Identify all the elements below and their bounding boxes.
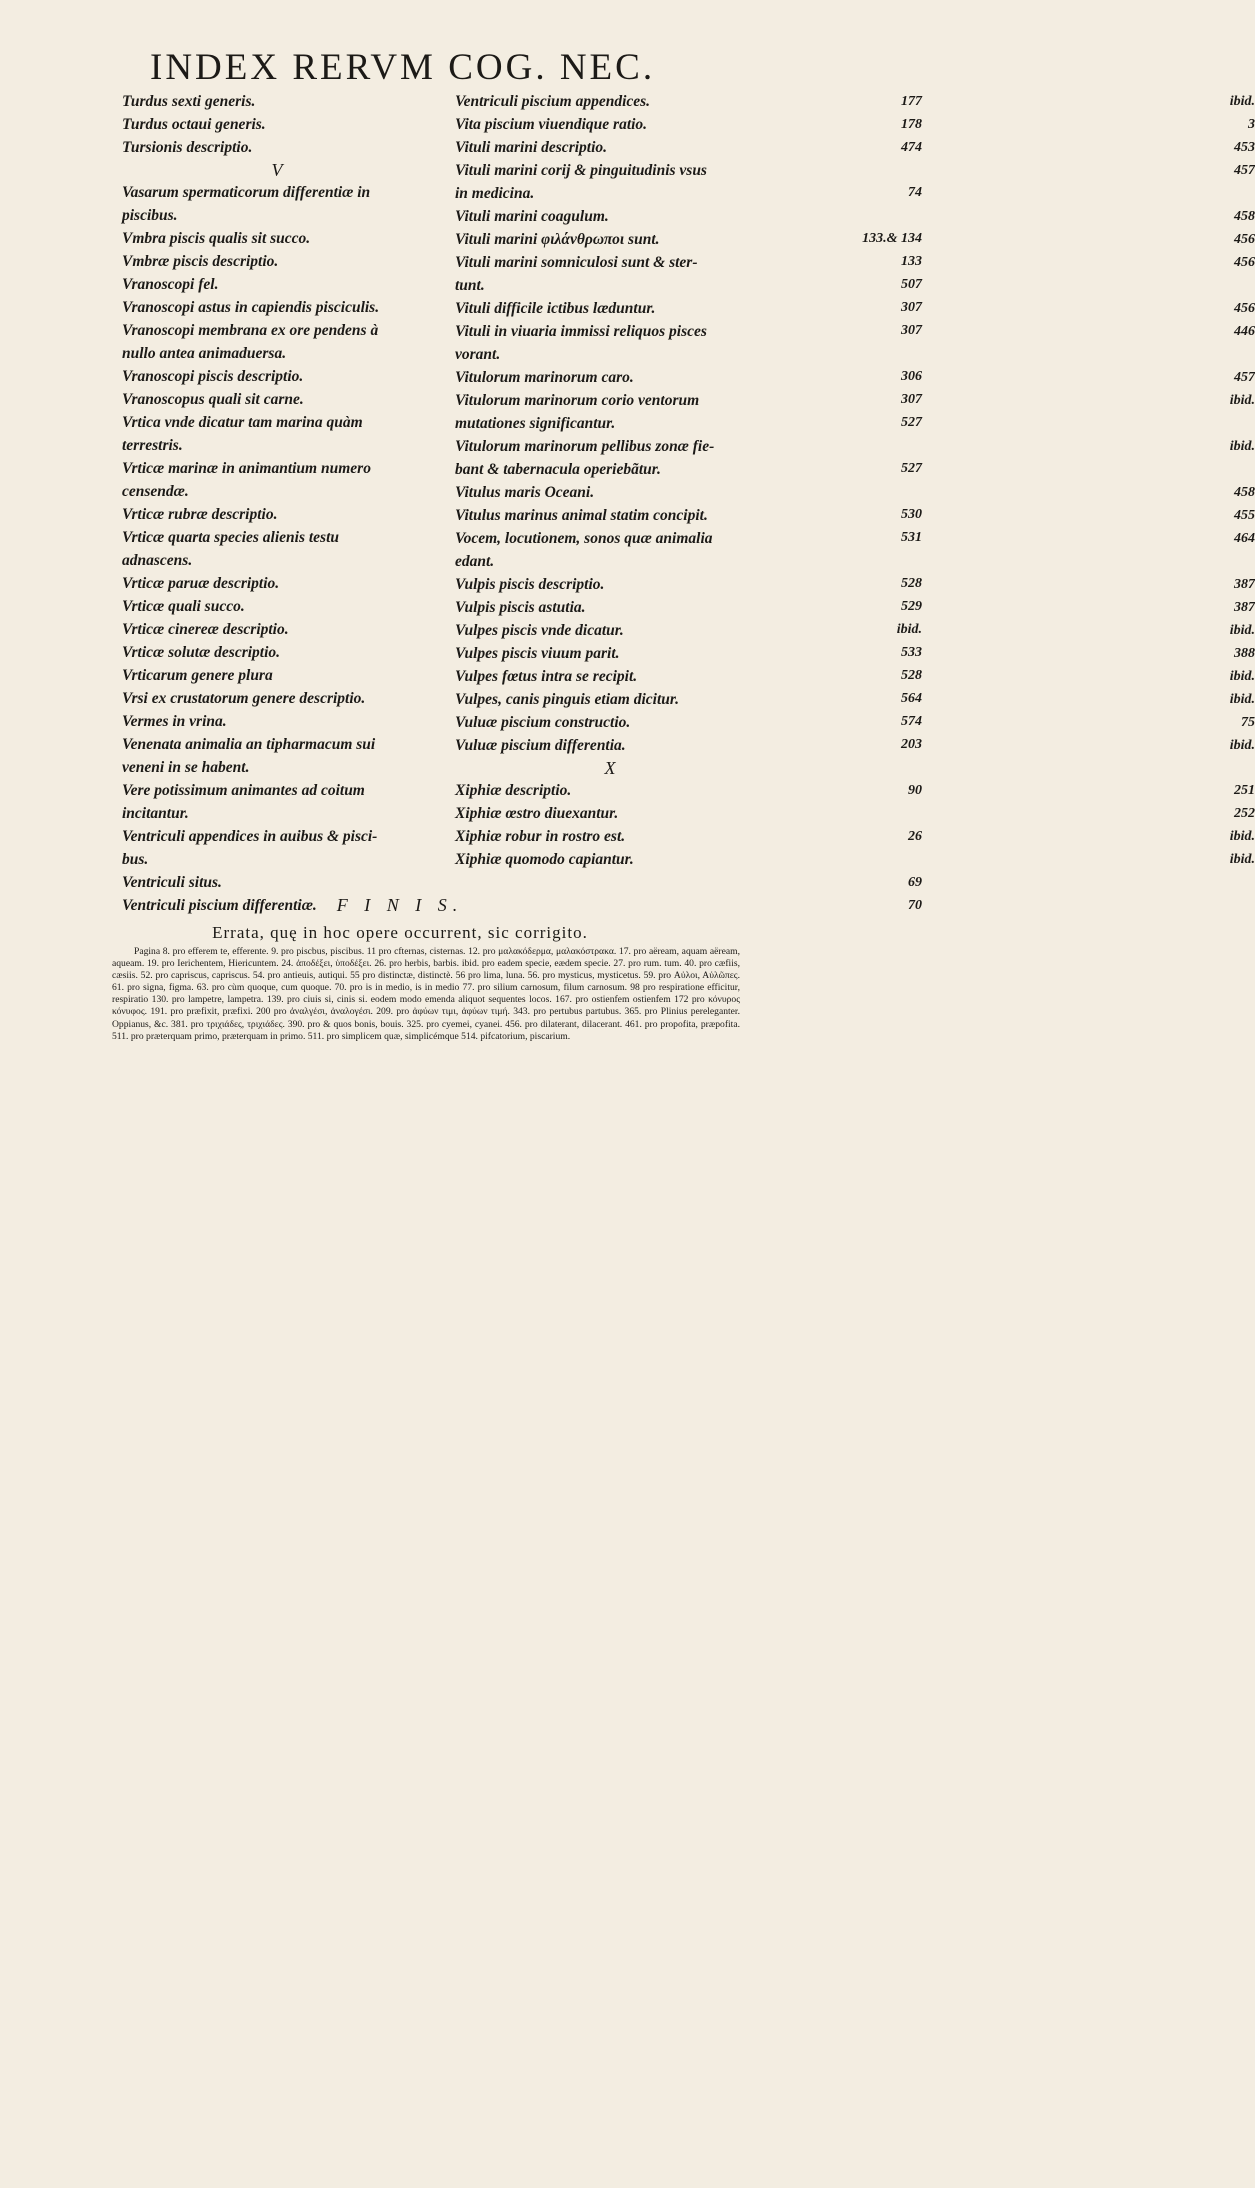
index-entry-page: 69 — [908, 875, 922, 890]
index-entry-text: Vrticæ marinæ in animantium numero censendæ. — [122, 460, 371, 500]
index-entry-page: 574 — [901, 714, 922, 729]
index-entry-text: Ventriculi piscium appendices. — [455, 93, 651, 110]
index-entry-text: Venenata animalia an tipharmacum sui veneni in se habent. — [122, 736, 376, 776]
index-entry-text: Vulpes fœtus intra se recipit. — [455, 668, 638, 685]
index-entry-text: Vmbra piscis qualis sit succo. — [122, 230, 311, 247]
index-entry-page: 387 — [1234, 600, 1255, 615]
index-entry-page: 530 — [901, 507, 922, 522]
index-entry-page: 90 — [908, 783, 922, 798]
index-entry-page: 456 — [1234, 301, 1255, 316]
index-entry-page: 307 — [901, 300, 922, 315]
index-entry-page: ibid. — [1229, 94, 1255, 109]
index-entry-text: Vocem, locutionem, sonos quæ animalia edant. — [455, 530, 713, 570]
index-entry-text: Vrticæ quali succo. — [122, 598, 245, 615]
index-entry-text: Vituli marini φιλάνθρωποι sunt. — [455, 231, 660, 248]
index-entry-text: Vrsi ex crustatorum genere descriptio. — [122, 690, 366, 707]
index-entry-text: Vulpis piscis descriptio. — [455, 576, 605, 593]
index-entry-page: 446 — [1234, 324, 1255, 339]
index-entry-text: Vituli difficile ictibus læduntur. — [455, 300, 656, 317]
index-entry-page: 26 — [908, 829, 922, 844]
index-entry-text: Vrticæ quarta species alienis testu adnascens. — [122, 529, 340, 569]
index-entry-page: 306 — [901, 369, 922, 384]
index-entry-text: Vere potissimum animantes ad coitum incitantur. — [122, 782, 365, 822]
index-entry-text: Xiphiæ quomodo capiantur. — [455, 851, 634, 868]
index-entry-text: Vitulorum marinorum corio ventorum mutationes significantur. — [455, 392, 700, 432]
index-entry-text: Vranoscopi fel. — [122, 276, 219, 293]
index-entry-text: Vituli marini somniculosi sunt & ster-tunt. — [455, 254, 698, 294]
index-entry-page: ibid. — [1229, 738, 1255, 753]
index-entry-page: 528 — [901, 668, 922, 683]
index-entry-page: 456 — [1234, 232, 1255, 247]
index-entry-page: 457 — [1234, 163, 1255, 178]
index-entry-page: 456 — [1234, 255, 1255, 270]
index-entry — [455, 205, 1255, 228]
index-entry-page: 531 — [901, 530, 922, 545]
index-entry-text: Vulpes, canis pinguis etiam dicitur. — [455, 691, 679, 708]
index-entry-text: Vranoscopus quali sit carne. — [122, 391, 304, 408]
index-entry-text: Ventriculi situs. — [122, 874, 222, 891]
index-entry-text: Vrtica vnde dicatur tam marina quàm terrestris. — [122, 414, 363, 454]
index-entry-page: 75 — [1241, 715, 1255, 730]
index-entry — [122, 250, 922, 273]
index-entry-text: Ventriculi piscium differentiæ. — [122, 897, 317, 914]
index-entry-text: Vulpes piscis viuum parit. — [455, 645, 620, 662]
errata-title: Errata, quę in hoc opere occurrent, sic corrigito. — [212, 923, 588, 942]
index-entry-text: Xiphiæ œstro diuexantur. — [455, 805, 619, 822]
index-entry-text: Vituli in viuaria immissi reliquos pisces vorant. — [455, 323, 707, 363]
index-entry-text: Vituli marini descriptio. — [455, 139, 608, 156]
index-entry-page: 474 — [901, 140, 922, 155]
index-entry-text: Vrticæ rubræ descriptio. — [122, 506, 278, 523]
index-entry-page: 457 — [1234, 370, 1255, 385]
index-entry-page: ibid. — [896, 622, 922, 637]
index-entry-text: Vuluæ piscium constructio. — [455, 714, 631, 731]
page-title: INDEX RERVM COG. NEC. — [150, 47, 656, 88]
index-entry-page: ibid. — [1229, 692, 1255, 707]
index-entry-page: 203 — [901, 737, 922, 752]
index-entry-page: ibid. — [1229, 852, 1255, 867]
index-entry-text: Vitulorum marinorum pellibus zonæ fie-bant & tabernacula operiebãtur. — [455, 438, 715, 478]
index-entry-page: 251 — [1234, 783, 1255, 798]
errata-body: Pagina 8. pro efferem te, efferente. 9. pro piscbus, piscibus. 11 pro cfternas, cisternas. 12. pro μαλακόδερμα, μαλακόστρακα. 17. pro aëream, aquam aëream, aqueam. 19. pro Ierichentem, Hiericuntem. 24. ἀποδέξει, ὑποδέξει. 26. pro herbis, barbis. ibid. pro eadem specie, eædem specie. 27. pro rum. tum. 40. pro cæfiis, cæsiis. 52. pro capriscus, capriscus. 54. pro antieuis, autiqui. 55 pro distinctæ, distinctè. 56 pro lima, luna. 56. pro mysticus, mysticetus. 59. pro Αὐλοι, Αὐλῶπες. 61. pro signa, figma. 63. pro cùm quoque, cum quoque. 70. pro is in medio, is in medio 77. pro silium carnosum, filum carnosum. 98 pro respiratione efficitur, respiratio 130. pro lampetre, lampetra. 139. pro ciuis si, cinis si. eodem modo emenda aliquot sequentes locos. 167. pro ostienfem ostienfem 172 pro κόνυρος κόνυφος. 191. pro præfixit, præfixi. 200 pro ἀναλγέσι, ἀναλογέσι. 209. pro ἀφύων τιμι, ἀφύων τιμή. 343. pro pertubus partubus. 365. pro Plinius pereleganter. Oppianus, &c. 381. pro τριχιάδες, τριχιάδες. 390. pro & quos bonis, bouis. 325. pro cyemei, cyanei. 456. pro dilaterant, dilacerant. 461. pro propofita, præpofita. 511. pro præterquam primo, præterquam in primo. 511. pro simplicem quæ, simplicémque 514. pifcatorium, piscarium. — [112, 946, 740, 1042]
index-entry-page: ibid. — [1229, 829, 1255, 844]
finis-mark: F I N I S. — [336, 895, 464, 915]
index-entry-text: Vitulus marinus animal statim concipit. — [455, 507, 708, 524]
index-entry-page: 507 — [901, 277, 922, 292]
index-entry — [122, 388, 922, 411]
index-entry-page: 307 — [901, 392, 922, 407]
index-entry-page: 387 — [1234, 577, 1255, 592]
index-entry-page: 455 — [1234, 508, 1255, 523]
index-entry-page: 133.& 134 — [862, 231, 922, 246]
index-entry-text: Turdus octaui generis. — [122, 116, 266, 133]
index-entry-text: Ventriculi appendices in auibus & pisci-bus. — [122, 828, 378, 868]
section-letter: V — [271, 160, 283, 180]
index-entry-text: Vasarum spermaticorum differentiæ in piscibus. — [122, 184, 371, 224]
index-entry-page: 529 — [901, 599, 922, 614]
index-entry-page: 464 — [1234, 531, 1255, 546]
index-entry-page: 388 — [1234, 646, 1255, 661]
index-entry — [455, 848, 1255, 871]
index-entry-page: 527 — [901, 461, 922, 476]
index-entry-page: 458 — [1234, 209, 1255, 224]
index-entry-page: ibid. — [1229, 669, 1255, 684]
index-entry-page: ibid. — [1229, 623, 1255, 638]
index-entry-page: ibid. — [1229, 439, 1255, 454]
index-entry-text: Vrticæ solutæ descriptio. — [122, 644, 281, 661]
index-entry-text: Vulpis piscis astutia. — [455, 599, 586, 616]
index-entry-page: 458 — [1234, 485, 1255, 500]
section-letter: X — [604, 758, 616, 778]
index-entry-page: 177 — [901, 94, 922, 109]
index-entry — [455, 481, 1255, 504]
index-entry-page: 70 — [908, 898, 922, 913]
index-entry-text: Vranoscopi astus in capiendis pisciculis. — [122, 299, 380, 316]
index-entry — [455, 619, 1255, 642]
index-entry-page: 564 — [901, 691, 922, 706]
index-entry-page: 307 — [901, 323, 922, 338]
index-entry-text: Vrticæ cinereæ descriptio. — [122, 621, 289, 638]
index-entry-page: 527 — [901, 415, 922, 430]
index-entry-page: 133 — [901, 254, 922, 269]
index-entry-text: Vita piscium viuendique ratio. — [455, 116, 648, 133]
index-entry — [455, 802, 1255, 825]
index-entry-text: Vitulus maris Oceani. — [455, 484, 595, 501]
index-entry-text: Vulpes piscis vnde dicatur. — [455, 622, 624, 639]
index-entry-text: Vrticarum genere plura — [122, 667, 273, 684]
index-entry-text: Vituli marini coagulum. — [455, 208, 609, 225]
index-entry-page: ibid. — [1229, 393, 1255, 408]
index-entry-page: 3 — [1248, 117, 1255, 132]
index-entry-text: Vrticæ paruæ descriptio. — [122, 575, 280, 592]
index-entry-page: 252 — [1234, 806, 1255, 821]
index-entry-text: Vranoscopi piscis descriptio. — [122, 368, 304, 385]
index-entry-page: 453 — [1234, 140, 1255, 155]
index-entry-page: 74 — [908, 185, 922, 200]
index-entry-text: Xiphiæ robur in rostro est. — [455, 828, 626, 845]
index-entry-text: Tursionis descriptio. — [122, 139, 253, 156]
index-entry-text: Xiphiæ descriptio. — [455, 782, 572, 799]
index-entry-text: Vranoscopi membrana ex ore pendens à nullo antea animaduersa. — [122, 322, 379, 362]
index-entry — [122, 871, 922, 894]
index-entry-text: Turdus sexti generis. — [122, 93, 256, 110]
index-entry-text: Vitulorum marinorum caro. — [455, 369, 634, 386]
index-entry-text: Vmbræ piscis descriptio. — [122, 253, 279, 270]
index-entry-text: Vuluæ piscium differentia. — [455, 737, 626, 754]
index-entry-page: 533 — [901, 645, 922, 660]
index-entry-page: 178 — [901, 117, 922, 132]
index-entry-text: Vermes in vrina. — [122, 713, 227, 730]
index-entry-page: 528 — [901, 576, 922, 591]
index-entry-text: Vituli marini corij & pinguitudinis vsus in medicina. — [455, 162, 707, 202]
